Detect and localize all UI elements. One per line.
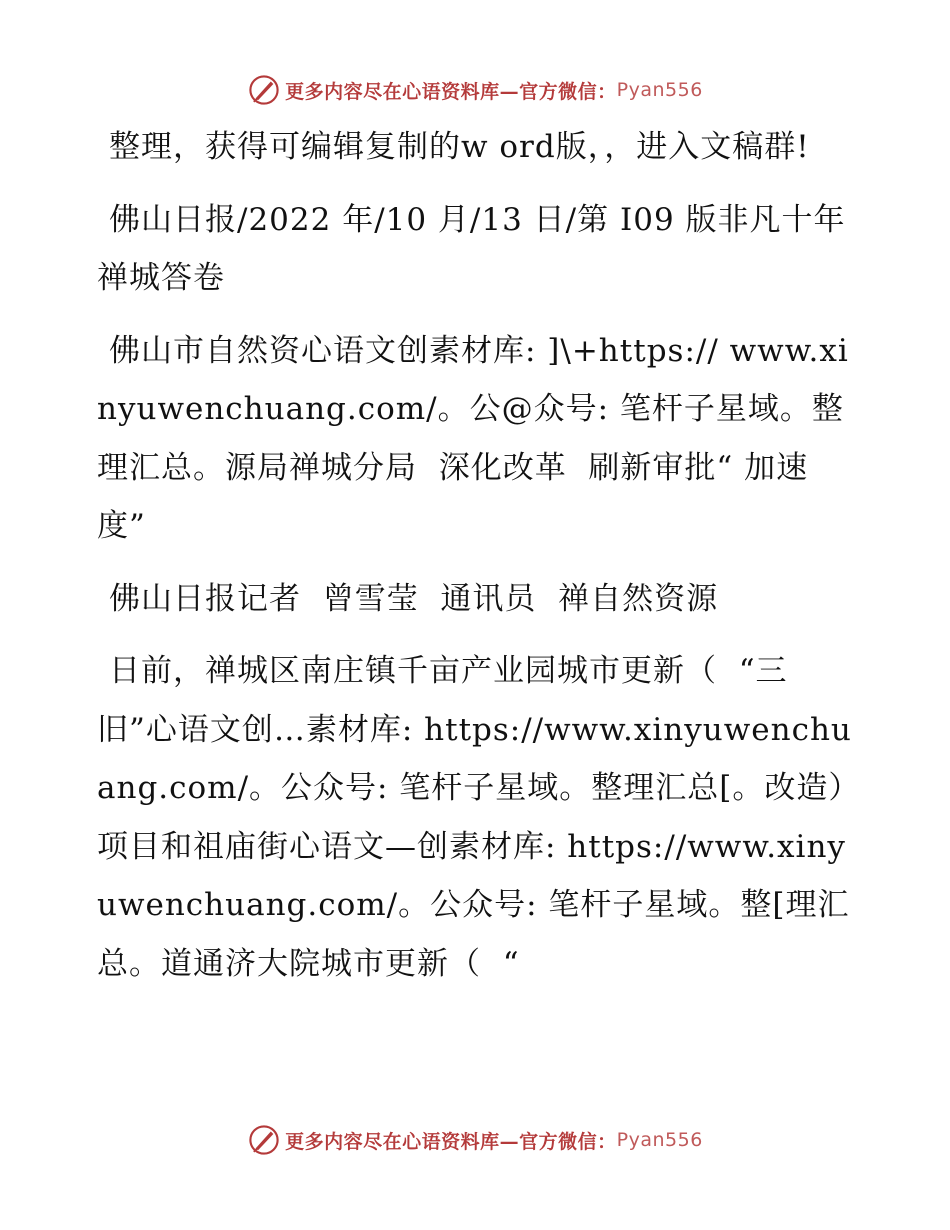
paragraph: 整理，获得可编辑复制的w ord版，，进入文稿群! [109, 129, 810, 165]
paragraph: 佛山日报/2022 年/10 月/13 日/第 I09 版非凡十年 禅城答卷 [97, 201, 857, 296]
paragraph: 佛山日报记者 曾雪莹 通讯员 禅自然资源 [109, 580, 719, 617]
document-body [97, 118, 857, 1007]
banner-text: 更多内容尽在心语资料库—官方微信： [285, 1130, 617, 1153]
footer-watermark-banner [0, 1120, 950, 1160]
paragraph: 日前，禅城区南庄镇千亩产业园城市更新（ “三旧”心语文创…素材库: https://www.xinyuwenchuang.com/。公众号: 笔杆子星域。整理汇总[。改造）项目和祖庙街心语文—创素材库: https://www.xinyuwenchuang.com/。公众号: 笔杆子星域。整[理汇总。道通济大院城市更新（ “ [97, 653, 852, 982]
quill-logo-icon [247, 73, 281, 107]
paragraph: 佛山市自然资心语文创素材库: ]\+https:// www.xinyuwenchuang.com/。公@众号: 笔杆子星域。整理汇总。源局禅城分局 深化改革 刷新审批“ 加速度” [97, 332, 849, 544]
header-watermark-banner [0, 70, 950, 110]
quill-logo-icon [247, 1123, 281, 1157]
banner-contact: Pyan556 [616, 79, 703, 101]
banner-text: 更多内容尽在心语资料库—官方微信： [285, 80, 617, 103]
banner-contact: Pyan556 [616, 1129, 703, 1151]
